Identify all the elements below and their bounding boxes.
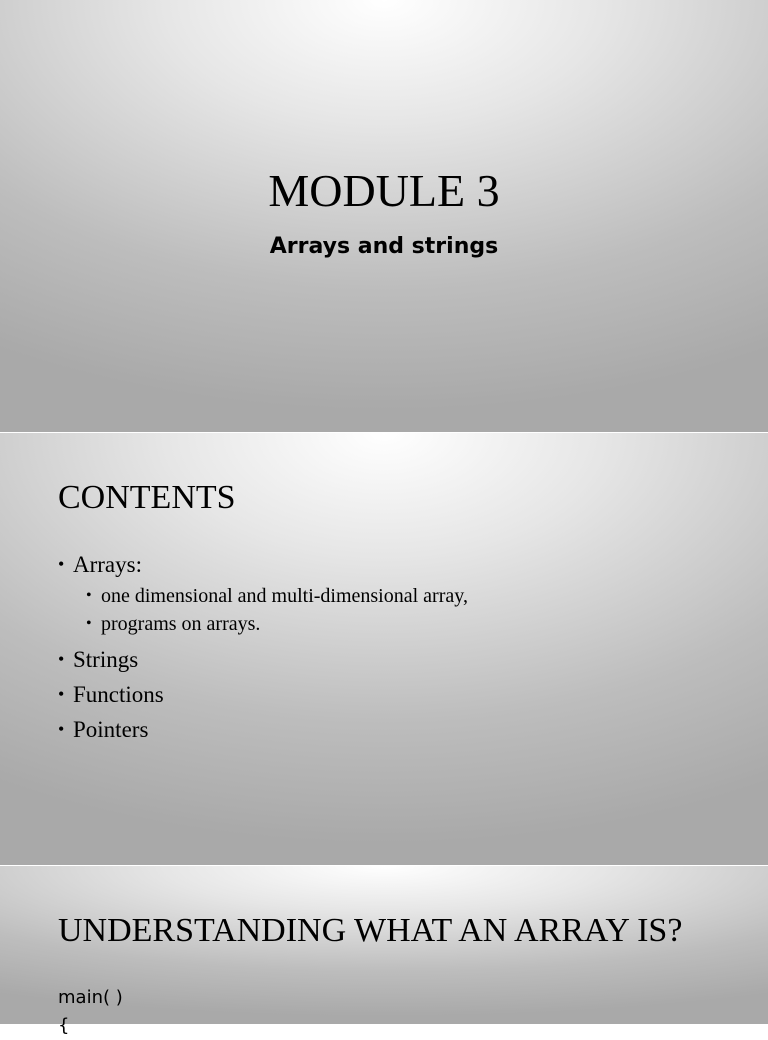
slide-array-intro bbox=[0, 866, 768, 1036]
slide-subtitle: Arrays and strings bbox=[269, 234, 499, 259]
sub-bullet-item: • programs on arrays. bbox=[86, 610, 468, 638]
bullet-arrays bbox=[58, 547, 468, 582]
array-heading: UNDERSTANDING WHAT AN ARRAY IS? bbox=[58, 912, 683, 949]
sub-bullet-list bbox=[58, 582, 468, 642]
bullet-pointers: • Pointers bbox=[58, 712, 468, 747]
code-line: main( ) bbox=[58, 987, 123, 1008]
contents-heading: CONTENTS bbox=[58, 479, 236, 516]
code-line: { bbox=[58, 1015, 70, 1036]
sub-bullet-container bbox=[58, 582, 468, 642]
contents-list bbox=[58, 547, 468, 747]
bullet-functions: • Functions bbox=[58, 677, 468, 712]
bullet-strings: • Strings bbox=[58, 642, 468, 677]
slide-contents bbox=[0, 433, 768, 865]
slide-title bbox=[0, 0, 768, 432]
code-block bbox=[58, 984, 123, 1040]
slide-title-heading: MODULE 3 bbox=[268, 165, 500, 216]
sub-bullet-item: • one dimensional and multi-dimensional array, bbox=[86, 582, 468, 610]
bullet-text: Arrays: bbox=[73, 552, 142, 577]
